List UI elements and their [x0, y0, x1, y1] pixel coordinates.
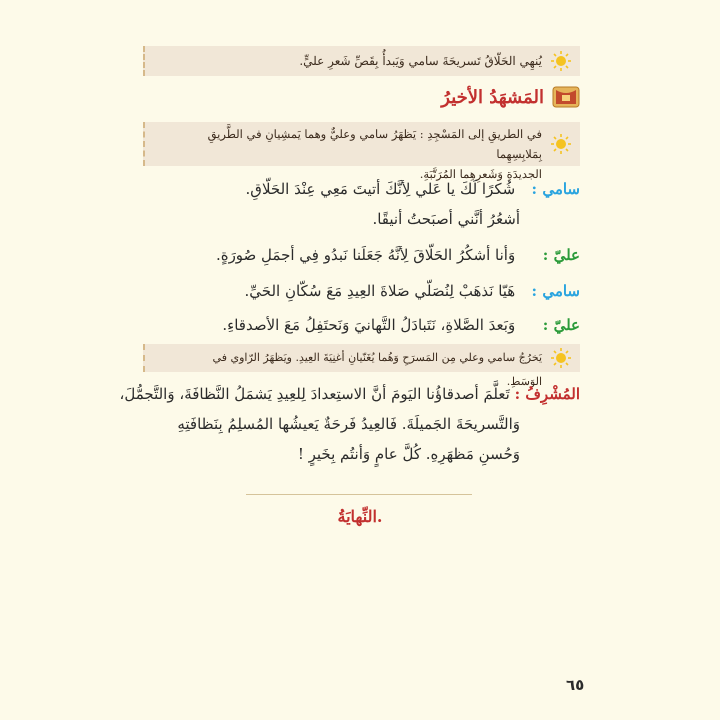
speaker-supervisor: المُشْرِفُ : — [514, 385, 580, 403]
supervisor-line — [120, 385, 580, 403]
dialogue-text: أشعُرُ أنَّني أصبَحتُ أنيقًا. — [372, 210, 520, 228]
sun-icon — [550, 50, 572, 72]
stage-note-3-text: يَخرُجُ سامي وعلي مِن المَسرَحِ وَهُما يُغَنّيانِ أغنِيَةَ العِيدِ. ويَظهَرُ الرّاوي في الوَسَطِ. — [212, 351, 542, 388]
stage-note-1 — [143, 46, 580, 76]
dialogue-line — [216, 246, 580, 264]
scene-title-row — [441, 86, 580, 108]
supervisor-text: وَالتَّسريحَةَ الجَميلَةَ. فَالعِيدُ فَرحَةٌ يَعيشُها المُسلِمُ بِنَظافَتِهِ — [177, 415, 520, 433]
dialogue-text: شُكرًا لَكَ يا عَلي لِأنَّكَ أتيتَ مَعِي عِنْدَ الحَلّاقِ. — [245, 180, 516, 198]
dialogue-line — [222, 316, 580, 334]
stage-note-2-line-1: في الطريقِ إلى المَسْجِدِ : يَظهَرُ سامي وعليٌّ وهما يَمشِيانِ في الطَّريقِ بِمَلابِسِهِما — [207, 127, 542, 161]
sun-icon — [550, 347, 572, 369]
divider — [246, 494, 472, 495]
sun-icon — [550, 133, 572, 155]
scene-title: المَشهَدُ الأخيرُ — [441, 86, 544, 108]
speaker-sami: سامي : — [531, 180, 580, 198]
speaker-ali: عليّ : — [542, 316, 580, 334]
stage-note-2-line-2: الجديدَةِ وَشَعرِهِما المُرَتَّبَةِ. — [419, 167, 542, 181]
speaker-sami: سامي : — [531, 282, 580, 300]
stage-note-3 — [143, 344, 580, 388]
speaker-ali: عليّ : — [542, 246, 580, 264]
stage-note-2 — [143, 122, 580, 181]
the-end: النِّهايَةُ. — [337, 507, 383, 526]
dialogue-line — [245, 282, 581, 300]
page-number: ٦٥ — [566, 676, 585, 694]
stage-note-1-text: يُنهِي الحَلّاقُ تَسريحَةَ سامي وَيَبدأُ بِقَصِّ شَعرِ عليٍّ. — [299, 54, 542, 68]
dialogue-text: وَأنا أشكُرُ الحَلّاقَ لِأنَّهُ جَعَلَنا نَبدُو فِي أجمَلِ صُورَةٍ. — [215, 246, 516, 264]
dialogue-text: هَيّا نَذهَبْ لِنُصَلّي صَلاةَ العِيدِ مَعَ سُكّانِ الحَيِّ. — [244, 282, 516, 300]
dialogue-text: وَبَعدَ الصَّلاةِ، نَتَبادَلُ التَّهانيَ وَنَحتَفِلُ مَعَ الأصدقاءِ. — [222, 316, 516, 334]
supervisor-text: تَعلَّمَ أصدقاؤُنا اليَومَ أنَّ الاستِعدادَ لِلعِيدِ يَشمَلُ النَّظافَةَ، وَالتَّجمُّلَ، — [119, 385, 510, 403]
dialogue-line — [246, 180, 580, 198]
stage-icon — [552, 86, 580, 108]
supervisor-text: وَحُسنِ مَظهَرِهِ. كُلَّ عامٍ وَأنتُم بِخَيرٍ ! — [297, 445, 520, 463]
